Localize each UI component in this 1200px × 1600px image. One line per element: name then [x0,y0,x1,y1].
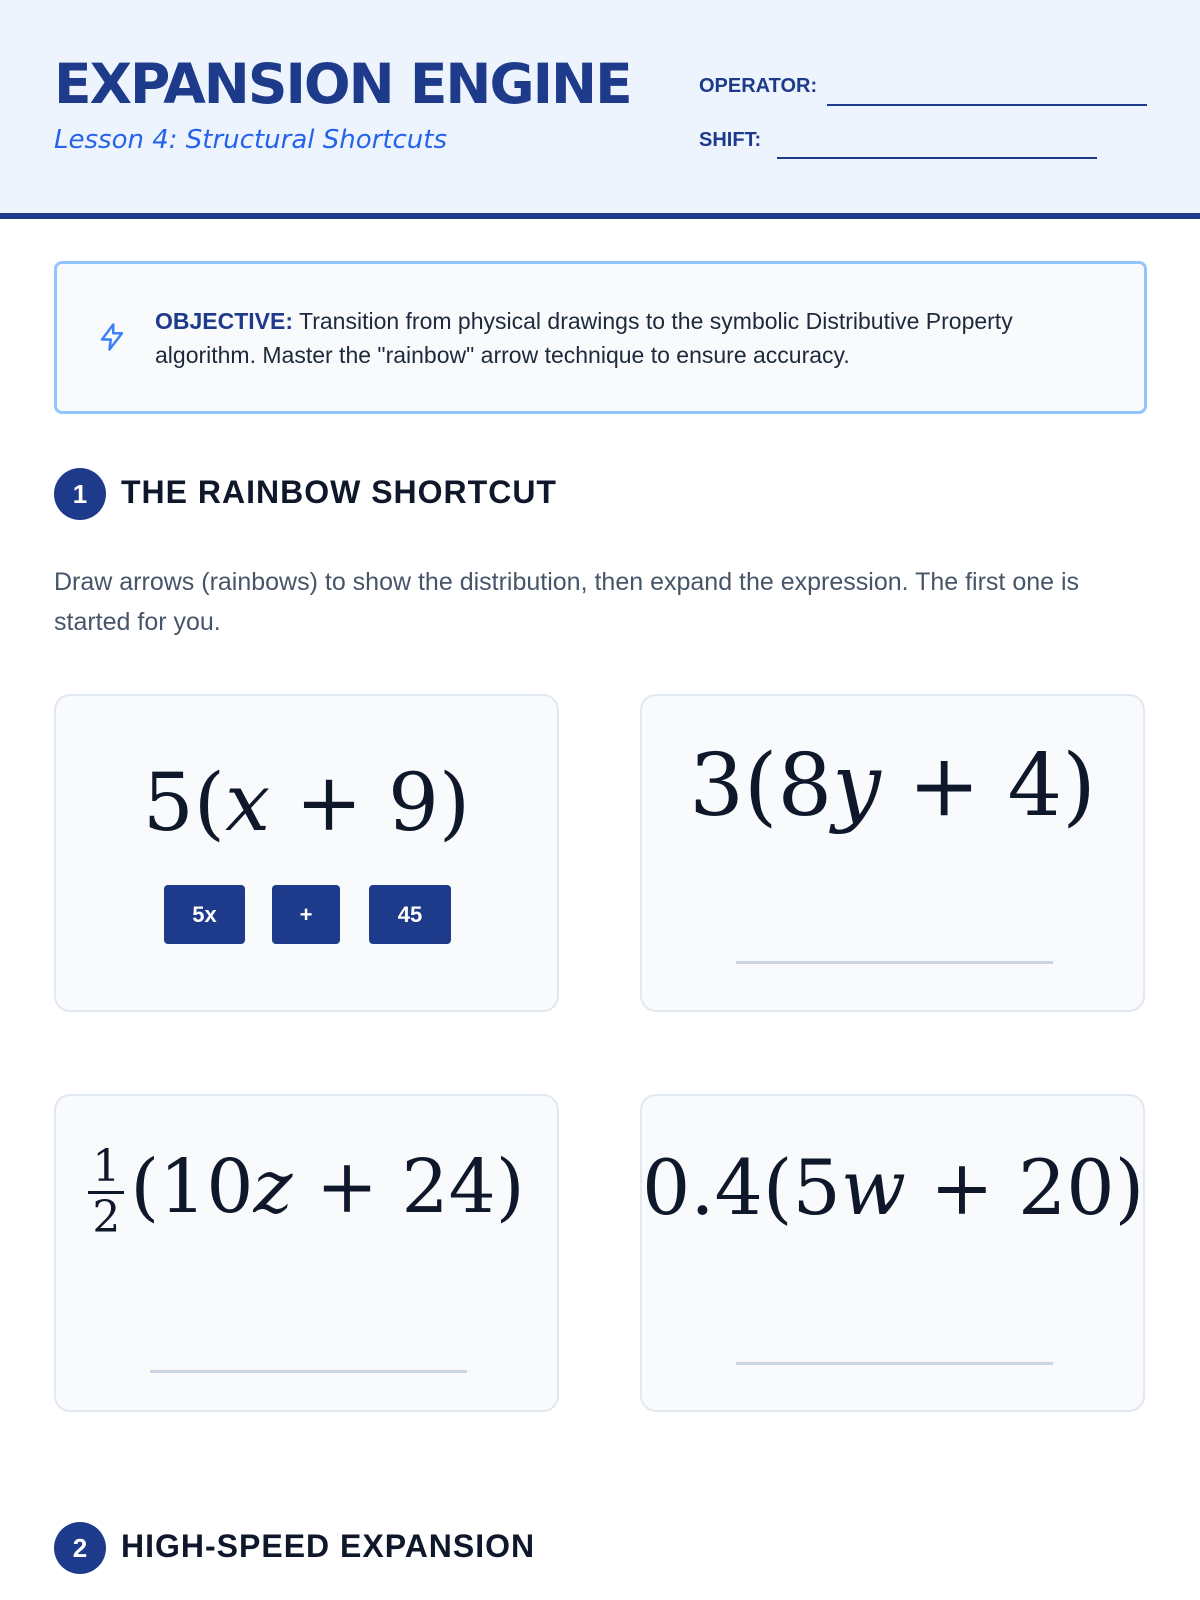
objective-label: OBJECTIVE: [155,308,294,334]
section-number: 1 [54,468,106,520]
objective-text [155,304,1115,372]
problem-expression: 5(x + 9) [142,756,471,849]
objective-box [54,261,1147,414]
problem-card [54,1094,559,1412]
lesson-subtitle: Lesson 4: Structural Shortcuts [54,125,448,155]
problem-expression: $\frac{1}{2}$ (10z + 24) [56,1132,557,1242]
page-title: EXPANSION ENGINE [54,52,631,116]
section-title: THE RAINBOW SHORTCUT [121,474,557,510]
header [0,0,1200,219]
problem-expression: 0.4(5w + 20) [642,1143,1145,1232]
example-operator-chip: + [272,885,340,944]
answer-line[interactable] [736,1362,1053,1365]
example-term-chip: 45 [369,885,451,944]
section-title: HIGH-SPEED EXPANSION [121,1528,536,1564]
answer-line[interactable] [736,961,1053,964]
problem-card [54,694,559,1012]
problem-card [640,1094,1145,1412]
shift-label: SHIFT: [699,129,762,151]
problem-card [640,694,1145,1012]
lightning-bolt-icon [97,320,127,354]
answer-line[interactable] [150,1370,467,1373]
shift-field[interactable] [777,157,1097,159]
objective-body: Transition from physical drawings to the symbolic Distributive Property algorithm. Master the "rainbow" arrow technique to ensure accuracy. [155,308,1013,368]
section-instructions: Draw arrows (rainbows) to show the distribution, then expand the expression. The first one is started for you. [54,568,1080,636]
section-number: 2 [54,1522,106,1574]
operator-label: OPERATOR: [699,75,818,97]
operator-field[interactable] [827,104,1147,106]
example-term-chip: 5x [164,885,245,944]
problem-expression: 3(8y + 4) [689,736,1096,836]
fraction: $\frac{1}{2}$ [88,1145,124,1240]
